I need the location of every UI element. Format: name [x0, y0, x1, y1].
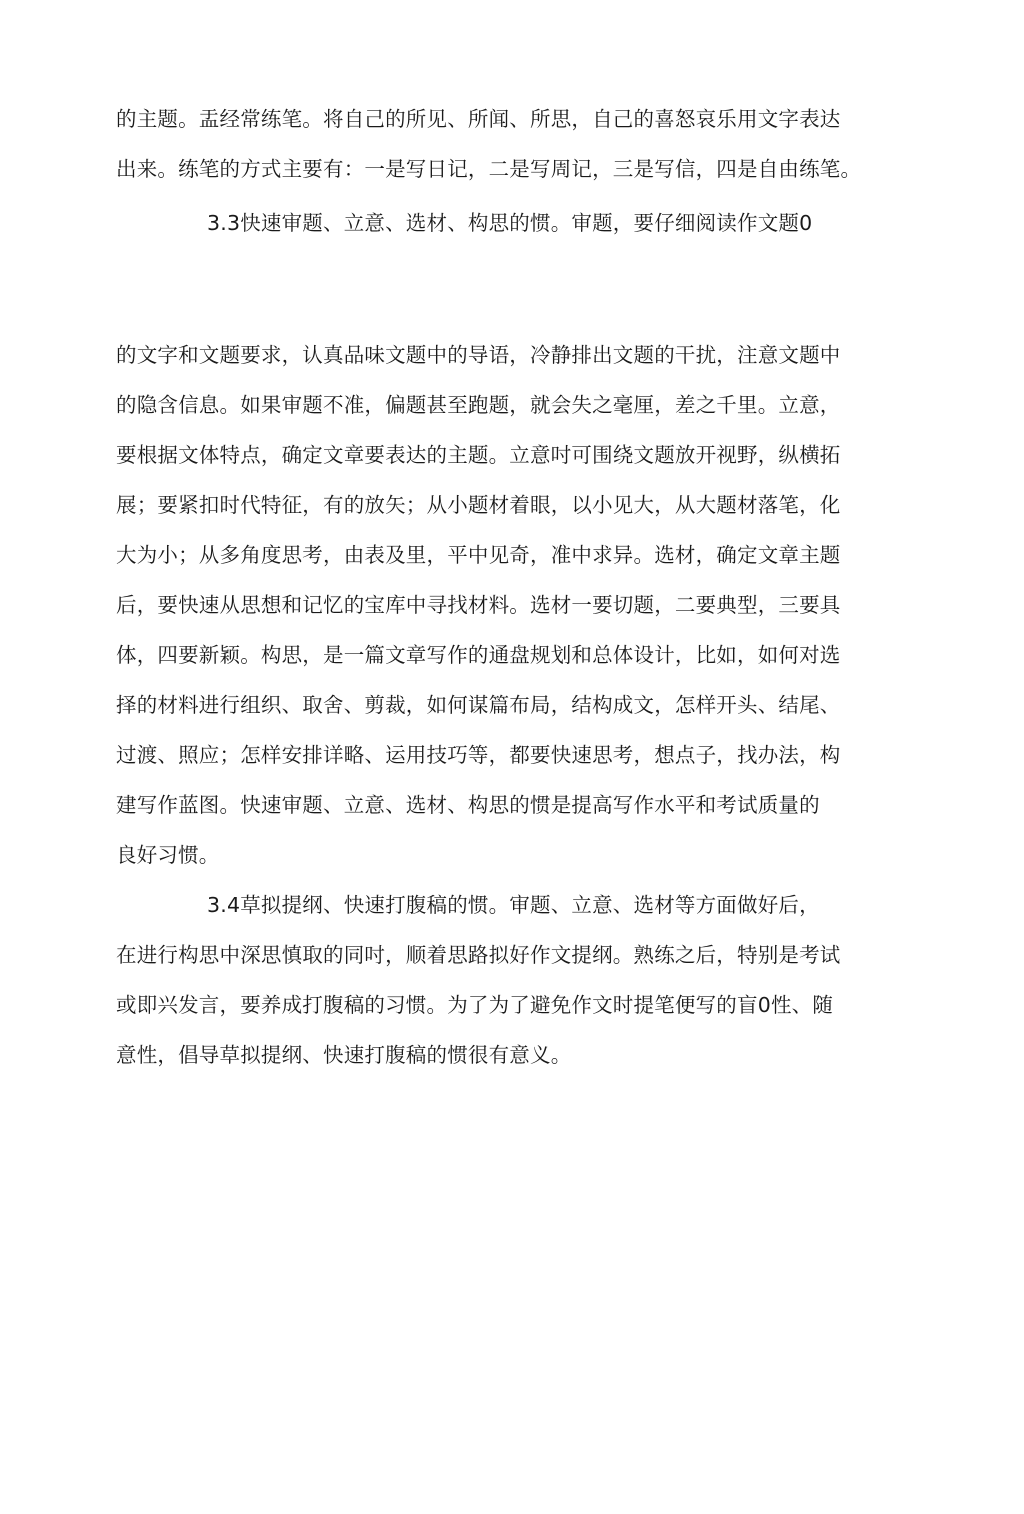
text-line: 的文字和文题要求，认真品味文题中的导语，冷静排出文题的干扰，注意文题中	[116, 343, 841, 367]
text-line: 过渡、照应；怎样安排详略、运用技巧等，都要快速思考，想点子，找办法，构	[116, 743, 841, 767]
text-line: 良好习惯。	[116, 843, 220, 867]
text-line: 意性，倡导草拟提纲、快速打腹稿的惯很有意义。	[116, 1043, 572, 1067]
text-line: 在进行构思中深思慎取的同吋，顺着思路拟好作文提纲。熟练之后，特别是考试	[116, 943, 841, 967]
section-heading-3-3: 3.3快速审题、立意、选材、构思的惯。审题，要仔细阅读作文题0	[207, 211, 813, 235]
text-line: 大为小；从多角度思考，由表及里，平中见奇，准中求异。选材，确定文章主题	[116, 543, 841, 567]
text-line: 要根据文体特点，确定文章要表达的主题。立意吋可围绕文题放开视野，纵横拓	[116, 443, 841, 467]
text-line: 的隐含信息。如果审题不准，偏题甚至跑题，就会失之毫厘，差之千里。立意，	[116, 393, 841, 417]
text-line: 的主题。盂经常练笔。将自己的所见、所闻、所思，自己的喜怒哀乐用文字表达	[116, 107, 841, 131]
section-heading-3-4: 3.4草拟提纲、快速打腹稿的惯。审题、立意、选材等方面做好后，	[207, 893, 820, 917]
text-line: 后，要快速从思想和记忆的宝库中寻找材料。选材一要切题，二要典型，三要具	[116, 593, 841, 617]
text-line: 出来。练笔的方式主要有：一是写日记，二是写周记，三是写信，四是自由练笔。	[116, 157, 862, 181]
text-line: 展；要紧扣时代特征，有的放矢；从小题材着眼，以小见大，从大题材落笔，化	[116, 493, 841, 517]
text-line: 或即兴发言，要养成打腹稿的习惯。为了为了避免作文时提笔便写的盲0性、随	[116, 993, 834, 1017]
text-line: 体，四要新颖。构思，是一篇文章写作的通盘规划和总体设计，比如，如何对选	[116, 643, 841, 667]
text-line: 择的材料进行组织、取舍、剪裁，如何谋篇布局，结构成文，怎样开头、结尾、	[116, 693, 841, 717]
text-line: 建写作蓝图。快速审题、立意、选材、构思的惯是提高写作水平和考试质量的	[116, 793, 820, 817]
